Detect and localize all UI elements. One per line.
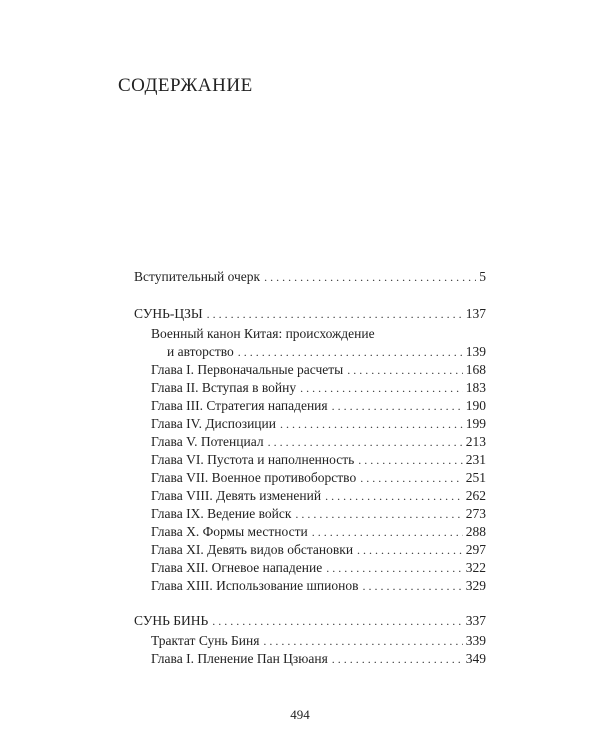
toc-entry-title: и авторство: [167, 344, 234, 359]
toc-entry-chapter-2[interactable]: [151, 379, 486, 397]
toc-entry-title: Глава III. Стратегия нападения: [151, 398, 328, 413]
toc-entry-title: Глава XIII. Использование шпионов: [151, 578, 359, 593]
dot-leader: [332, 650, 463, 668]
toc-entry-title: Глава I. Пленение Пан Цзюаня: [151, 651, 328, 666]
toc-entry-page: 5: [479, 269, 486, 284]
toc-entry-page: 273: [465, 506, 486, 521]
dot-leader: [347, 361, 463, 379]
toc-entry-page: 231: [465, 452, 486, 467]
toc-entry-title: Глава X. Формы местности: [151, 524, 308, 539]
toc-entry-sunbin[interactable]: [134, 612, 486, 630]
dot-leader: [325, 487, 463, 505]
toc-entry-page: 339: [465, 633, 486, 648]
toc-entry-chapter-9[interactable]: [151, 505, 486, 523]
dot-leader: [212, 612, 462, 630]
toc-entry-page: 168: [465, 362, 486, 377]
toc-entry-title: СУНЬ-ЦЗЫ: [134, 306, 203, 321]
toc-entry-page: 213: [465, 434, 486, 449]
toc-entry-canon[interactable]: [167, 343, 486, 361]
toc-entry-sunbin-chapter-1[interactable]: [151, 650, 486, 668]
toc-entry-page: 337: [465, 613, 486, 628]
toc-entry-chapter-3[interactable]: [151, 397, 486, 415]
toc-entry-chapter-10[interactable]: [151, 523, 486, 541]
toc-entry-chapter-6[interactable]: [151, 451, 486, 469]
toc-entry-title: Глава IX. Ведение войск: [151, 506, 292, 521]
toc-entry-page: 297: [465, 542, 486, 557]
toc-entry-chapter-13[interactable]: [151, 577, 486, 595]
dot-leader: [360, 469, 463, 487]
page-number: 494: [290, 707, 310, 722]
dot-leader: [238, 343, 463, 361]
dot-leader: [357, 541, 463, 559]
toc-entry-title: Глава IV. Диспозиции: [151, 416, 276, 431]
page-heading: СОДЕРЖАНИЕ: [118, 75, 253, 96]
dot-leader: [326, 559, 463, 577]
dot-leader: [332, 397, 463, 415]
dot-leader: [295, 505, 462, 523]
toc-entry-page: 329: [465, 578, 486, 593]
toc-entry-chapter-8[interactable]: [151, 487, 486, 505]
toc-entry-treatise[interactable]: [151, 632, 486, 650]
toc-entry-chapter-7[interactable]: [151, 469, 486, 487]
dot-leader: [358, 451, 462, 469]
toc-entry-title: Глава VI. Пустота и наполненность: [151, 452, 355, 467]
toc-entry-title: Глава VIII. Девять изменений: [151, 488, 322, 503]
toc-entry-chapter-12[interactable]: [151, 559, 486, 577]
dot-leader: [362, 577, 462, 595]
toc-entry-page: 262: [465, 488, 486, 503]
toc-entry-title: Глава V. Потенциал: [151, 434, 264, 449]
dot-leader: [312, 523, 463, 541]
toc-entry-title: Глава I. Первоначальные расчеты: [151, 362, 344, 377]
toc-entry-chapter-11[interactable]: [151, 541, 486, 559]
dot-leader: [280, 415, 463, 433]
toc-entry-page: 139: [465, 344, 486, 359]
toc-entry-sunzi[interactable]: [134, 305, 486, 323]
toc-entry-page: 251: [465, 470, 486, 485]
toc-entry-page: 190: [465, 398, 486, 413]
toc-entry-page: 288: [465, 524, 486, 539]
toc-entry-title: Глава XII. Огневое нападение: [151, 560, 323, 575]
dot-leader: [268, 433, 463, 451]
toc-entry-chapter-1[interactable]: [151, 361, 486, 379]
toc-entry-chapter-5[interactable]: [151, 433, 486, 451]
toc-entry-title: Глава II. Вступая в войну: [151, 380, 297, 395]
toc-entry-page: 137: [465, 306, 486, 321]
toc-entry-title: Трактат Сунь Биня: [151, 633, 260, 648]
toc-entry-title: Глава XI. Девять видов обстановки: [151, 542, 354, 557]
dot-leader: [263, 632, 462, 650]
toc-entry-title: Вступительный очерк: [134, 269, 261, 284]
toc-entry-title: Глава VII. Военное противоборство: [151, 470, 357, 485]
toc-entry-page: 199: [465, 416, 486, 431]
toc-entry-canon-title[interactable]: Военный канон Китая: происхождение: [151, 326, 375, 341]
toc-entry-chapter-4[interactable]: [151, 415, 486, 433]
toc-entry-page: 322: [465, 560, 486, 575]
dot-leader: [300, 379, 463, 397]
toc-entry-page: 183: [465, 380, 486, 395]
dot-leader: [207, 305, 463, 323]
dot-leader: [264, 268, 476, 286]
toc-entry-page: 349: [465, 651, 486, 666]
toc-entry-title: СУНЬ БИНЬ: [134, 613, 209, 628]
toc-entry-intro[interactable]: [134, 268, 486, 286]
